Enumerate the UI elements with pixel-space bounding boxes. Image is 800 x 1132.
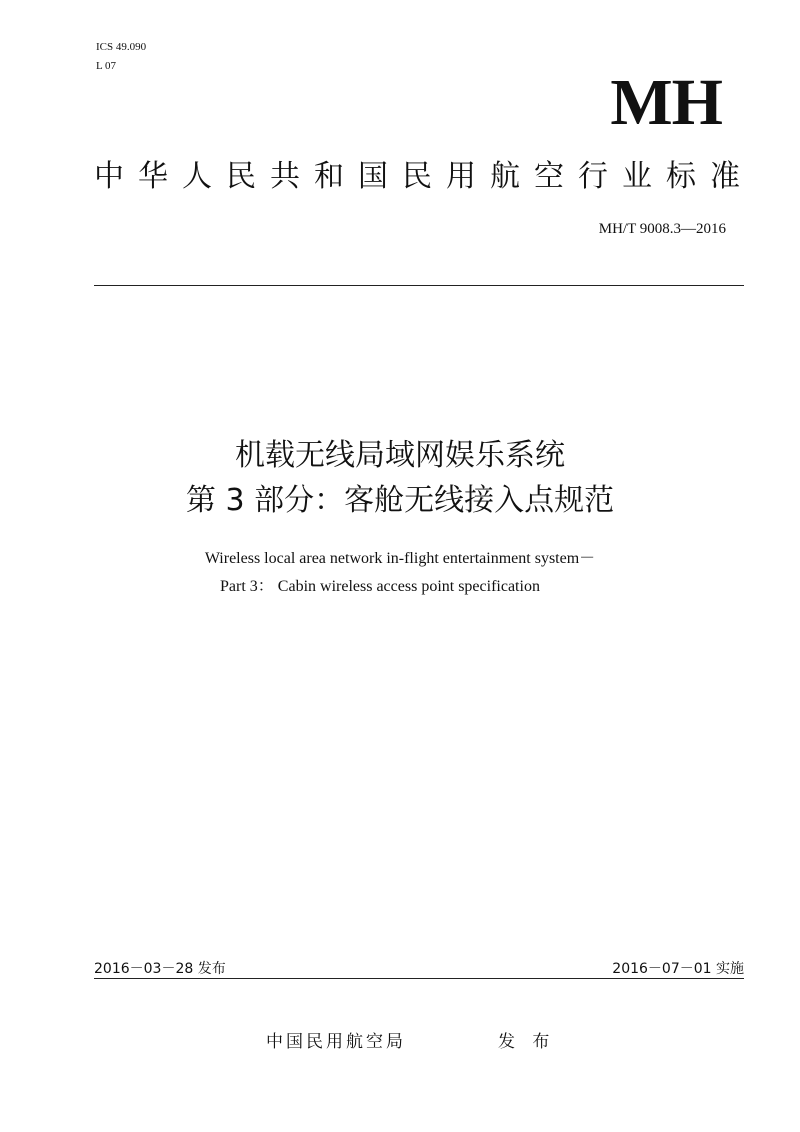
implementation-date: 2016－07－01 实施 <box>612 961 744 977</box>
classification-code: L 07 <box>96 60 117 72</box>
chinese-title-line-2: 第 3 部分：客舱无线接入点规范 <box>185 483 615 518</box>
english-title-line-1: Wireless local area network in-flight entertainment system－ <box>204 550 596 567</box>
footer-divider <box>94 978 744 979</box>
standard-category-title: 中华人民共和国民用航空行业标准 <box>94 159 754 194</box>
ics-code: ICS 49.090 <box>96 41 147 53</box>
issue-label: 发 布 <box>498 1032 556 1052</box>
header-divider <box>94 285 744 286</box>
mh-logo: MH <box>610 66 722 139</box>
issuing-authority: 中国民用航空局 <box>266 1032 406 1052</box>
standard-number: MH/T 9008.3—2016 <box>598 221 726 237</box>
chinese-title-line-1: 机载无线局域网娱乐系统 <box>235 438 565 473</box>
publish-date: 2016－03－28 发布 <box>94 961 226 977</box>
english-title-line-2: Part 3： Cabin wireless access point specification <box>220 578 540 595</box>
